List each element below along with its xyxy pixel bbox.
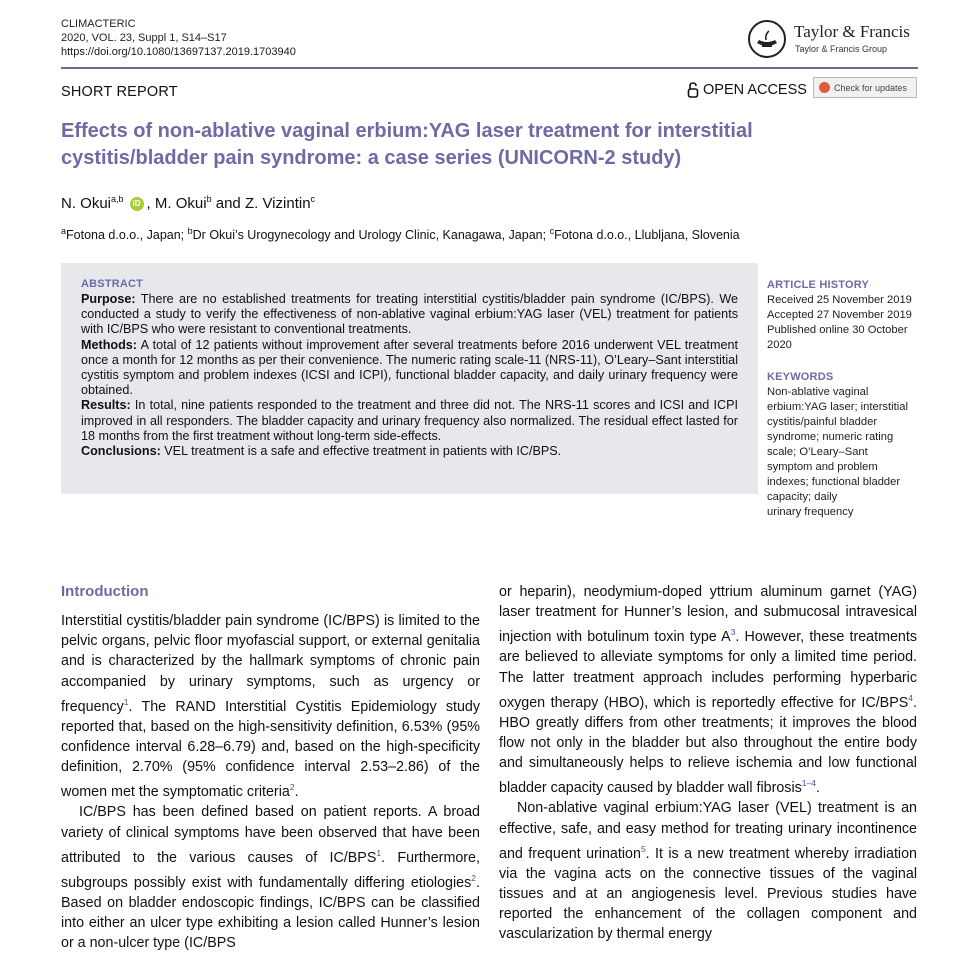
text-run: .	[294, 784, 299, 801]
author-name[interactable]: N. Okui	[61, 195, 112, 212]
article-history-heading: ARTICLE HISTORY	[767, 279, 870, 291]
text-run: .	[815, 780, 820, 797]
affiliation: Fotona d.o.o., Japan;	[66, 228, 188, 243]
author-separator: and	[211, 195, 245, 212]
body-column-left	[61, 611, 480, 953]
citation-ref[interactable]: 3	[730, 627, 736, 638]
author-name[interactable]: Z. Vizintin	[244, 195, 311, 212]
keyword-line: urinary frequency	[767, 506, 854, 518]
author-name[interactable]: M. Okui	[154, 195, 207, 212]
section-label: Methods:	[81, 337, 137, 352]
abstract-heading: ABSTRACT	[81, 278, 144, 290]
section-text: In total, nine patients responded to the treatment and three did not. The NRS-11 scores and ICSI and ICPI improved in all responders. The bladder capacity and urinary frequency also normalized. The residual effect lasted for 18 months from the first treatment without long-term side-effects.	[81, 398, 738, 443]
publisher-logo[interactable]	[748, 18, 918, 62]
section-label: Conclusions:	[81, 444, 161, 459]
text-run: . However, these treatments are believed to alleviate symptoms for only a limited time period. The latter treatment approach includes performing hyperbaric oxygen therapy (HBO), which is reportedly effective for IC/BPS	[499, 629, 918, 711]
header-rule	[61, 67, 918, 69]
history-line: 2020	[767, 339, 792, 351]
text-run: . Furthermore, subgroups possibly exist with fundamentally differing etiologies	[61, 849, 480, 891]
doi-link[interactable]: https://doi.org/10.1080/13697137.2019.1703940	[61, 46, 296, 58]
history-line: Received 25 November 2019	[767, 294, 912, 306]
citation-ref[interactable]: 4	[908, 692, 914, 703]
author-affil-sup: a,b	[111, 194, 124, 204]
paragraph	[499, 798, 917, 944]
affiliations	[61, 226, 740, 242]
paragraph	[499, 582, 917, 798]
article-history	[767, 278, 922, 353]
author-list	[61, 194, 315, 212]
journal-name: CLIMACTERIC	[61, 18, 136, 30]
affil-sup: a	[61, 226, 67, 236]
keywords-heading: KEYWORDS	[767, 371, 834, 383]
abstract-results	[81, 398, 738, 444]
keywords	[767, 370, 922, 520]
keyword-line: capacity; daily	[767, 491, 838, 503]
keyword-line: erbium:YAG laser; interstitial	[767, 401, 908, 413]
history-line: Accepted 27 November 2019	[767, 309, 912, 321]
section-text: There are no established treatments for treating interstitial cystitis/bladder pain syndrome (IC/BPS). We conducted a study to verify the effectiveness of non-ablative vaginal erbium:YAG laser (VEL) treatment for patients with IC/BPS who were resistant to conventional treatments.	[81, 292, 738, 337]
citation-ref[interactable]: 2	[471, 872, 477, 883]
updates-icon	[819, 82, 830, 93]
abstract-purpose	[81, 292, 738, 338]
author-affil-sup: c	[310, 194, 316, 204]
check-for-updates-label: Check for updates	[834, 82, 908, 93]
affil-sup: c	[549, 226, 555, 236]
author-separator: ,	[146, 195, 155, 212]
affiliation: Dr Okui’s Urogynecology and Urology Clinic, Kanagawa, Japan;	[192, 228, 550, 243]
affiliation: Fotona d.o.o., Llubljana, Slovenia	[554, 228, 740, 243]
section-heading-introduction: Introduction	[61, 583, 149, 600]
orcid-icon[interactable]: iD	[130, 197, 144, 211]
keyword-line: cystitis/painful bladder	[767, 416, 878, 428]
text-run: IC/BPS has been defined based on patient reports. A broad variety of clinical symptoms have been observed that have been attributed to the various causes of IC/BPS	[61, 804, 480, 866]
citation-ref[interactable]: 1	[376, 847, 382, 858]
citation-ref[interactable]: 5	[640, 843, 646, 854]
text-run: . HBO greatly differs from other treatments; it improves the blood flow not only in the bladder but also throughout the entire body and simultaneously helps to relieve ischemia and low functional bladder capacity caused by bladder wall fibrosis	[499, 694, 917, 797]
journal-header	[61, 17, 296, 59]
lamp-logo-icon	[748, 20, 786, 58]
abstract-conclusions	[81, 444, 738, 459]
section-text: A total of 12 patients without improvement after several treatments before 2016 underwent VEL treatment once a month for 12 months as per their convenience. The numeric rating scale-11 (NRS-11), O’Leary–Sant interstitial cystitis symptom and problem indexes (ICSI and ICPI), functional bladder capacity, and daily urinary frequency were obtained.	[81, 337, 738, 398]
article-type: SHORT REPORT	[61, 84, 178, 100]
keyword-line: syndrome; numeric rating	[767, 431, 894, 443]
keyword-line: symptom and problem	[767, 461, 878, 473]
text-run: . Based on bladder endoscopic findings, IC/BPS can be classified into either an ulcer type exhibiting a lesion called Hunner’s lesion or a non-ulcer type (IC/BPS	[61, 874, 480, 952]
open-access-label: OPEN ACCESS	[703, 82, 807, 98]
history-line: Published online 30 October	[767, 324, 908, 336]
text-run: Non-ablative vaginal erbium:YAG laser (VEL) treatment is an effective, safe, and easy method for treating urinary incontinence and frequent urination	[499, 800, 917, 862]
publisher-name: Taylor & Francis	[794, 22, 910, 41]
section-label: Purpose:	[81, 292, 136, 306]
journal-issue: 2020, VOL. 23, Suppl 1, S14–S17	[61, 32, 227, 44]
open-lock-icon	[687, 82, 699, 98]
text-run: . The RAND Interstitial Cystitis Epidemiology study reported that, based on the high-sensitivity definition, 6.53% (95% confidence interval 6.28–6.79) and, based on the high-specificity definition, 2.70% (95% confidence interval 2.53–2.86) of the women met the symptomatic criteria	[61, 698, 480, 801]
citation-ref[interactable]: 1–4	[801, 778, 816, 789]
open-access-badge[interactable]	[687, 82, 807, 98]
section-text: VEL treatment is a safe and effective treatment in patients with IC/BPS.	[160, 444, 562, 459]
paragraph	[61, 611, 480, 802]
article-title: Effects of non-ablative vaginal erbium:YAG laser treatment for interstitial cystitis/bladder pain syndrome: a case series (UNICORN-2 study)	[61, 120, 753, 169]
keyword-line: Non-ablative vaginal	[767, 386, 869, 398]
author-affil-sup: b	[206, 194, 212, 204]
text-run: Interstitial cystitis/bladder pain syndrome (IC/BPS) is limited to the pelvic organs, pelvic floor myofascial support, or external genitalia and is characterized by the hallmark symptoms of chronic pain accompanied by urinary symptoms, such as urgency or frequency	[61, 613, 480, 715]
abstract-methods	[81, 338, 738, 399]
keyword-line: indexes; functional bladder	[767, 476, 901, 488]
text-run: or heparin), neodymium-doped yttrium aluminum garnet (YAG) laser treatment for Hunner’s lesion, and submucosal intravesical injection with botulinum toxin type A	[499, 584, 917, 646]
publisher-group: Taylor & Francis Group	[795, 44, 888, 54]
affil-sup: b	[187, 226, 193, 236]
keyword-line: scale; O’Leary–Sant	[767, 446, 868, 458]
check-for-updates-button[interactable]	[813, 77, 917, 98]
text-run: . It is a new treatment whereby irradiation via the vagina acts on the connective tissues of the vaginal tissues and at an angiogenesis level. Previous studies have reported the enhancement of the collagen component and vascularization by thermal energy	[499, 845, 917, 943]
body-column-right	[499, 582, 917, 945]
paragraph	[61, 802, 480, 953]
citation-ref[interactable]: 1	[123, 696, 129, 707]
section-label: Results:	[81, 398, 131, 413]
abstract-box	[61, 263, 758, 494]
citation-ref[interactable]: 2	[289, 782, 295, 793]
